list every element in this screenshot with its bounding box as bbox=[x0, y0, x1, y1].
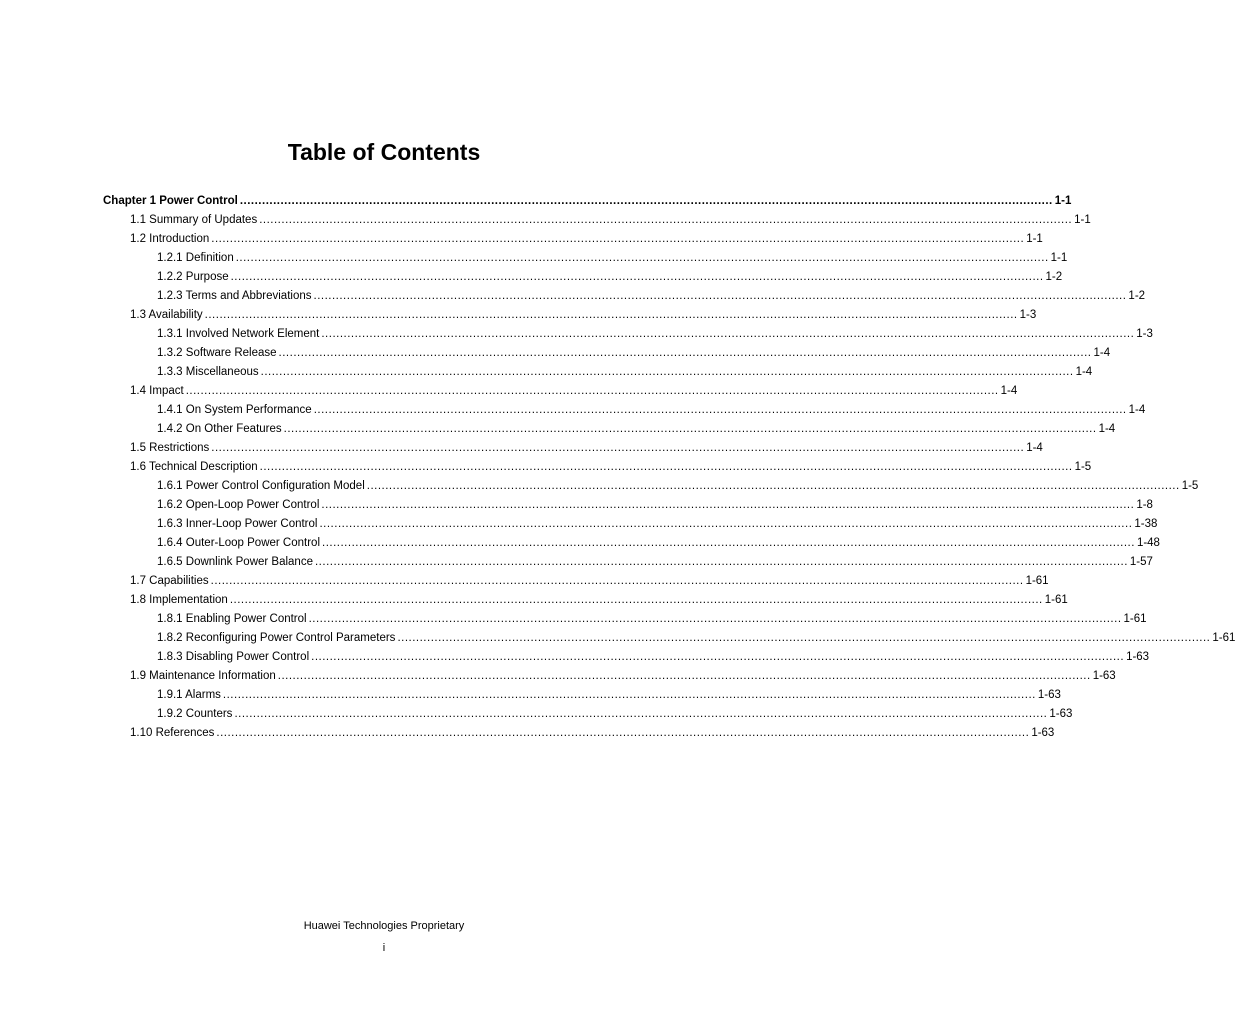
toc-entry[interactable] bbox=[103, 629, 1235, 648]
toc-entry-page-number: 1-5 bbox=[1181, 480, 1199, 492]
toc-entry-label: 1.4.1 On System Performance bbox=[157, 404, 312, 416]
toc-entry-label: 1.8.1 Enabling Power Control bbox=[157, 613, 307, 625]
toc-dot-leader: ............................................................................................................................................................................................................................ bbox=[277, 670, 1091, 682]
toc-entry[interactable] bbox=[103, 648, 1150, 667]
toc-dot-leader: ............................................................................................................................................................................................................................ bbox=[313, 290, 1127, 302]
toc-entry-label: 1.3 Availability bbox=[130, 309, 203, 321]
toc-entry-label: 1.9.2 Counters bbox=[157, 708, 233, 720]
toc-dot-leader: ............................................................................................................................................................................................................................ bbox=[239, 195, 1053, 207]
toc-entry-page-number: 1-1 bbox=[1050, 252, 1068, 264]
toc-dot-leader: ............................................................................................................................................................................................................................ bbox=[216, 727, 1030, 739]
toc-dot-leader: ............................................................................................................................................................................................................................ bbox=[204, 309, 1018, 321]
toc-dot-leader: ............................................................................................................................................................................................................................ bbox=[235, 252, 1049, 264]
toc-entry-page-number: 1-1 bbox=[1074, 214, 1091, 226]
toc-entry-label: 1.8.3 Disabling Power Control bbox=[157, 651, 310, 663]
toc-entry-label: 1.8 Implementation bbox=[130, 594, 228, 606]
toc-dot-leader: ............................................................................................................................................................................................................................ bbox=[211, 233, 1025, 245]
toc-entry-label: 1.7 Capabilities bbox=[130, 575, 209, 587]
toc-entry-page-number: 1-4 bbox=[1098, 423, 1116, 435]
toc-dot-leader: ............................................................................................................................................................................................................................ bbox=[259, 214, 1073, 226]
toc-entry-page-number: 1-2 bbox=[1128, 290, 1146, 302]
toc-entry-label: 1.9.1 Alarms bbox=[157, 689, 221, 701]
toc-entry-label: 1.3.2 Software Release bbox=[157, 347, 277, 359]
toc-entry-label: 1.8.2 Reconfiguring Power Control Parameters bbox=[157, 632, 396, 644]
toc-entry[interactable] bbox=[103, 401, 1146, 420]
toc-entry-page-number: 1-61 bbox=[1025, 575, 1049, 587]
toc-entry[interactable] bbox=[103, 515, 1158, 534]
toc-chapter-entry[interactable] bbox=[103, 192, 1072, 211]
toc-dot-leader: ............................................................................................................................................................................................................................ bbox=[229, 594, 1043, 606]
toc-entry-label: 1.6.2 Open-Loop Power Control bbox=[157, 499, 320, 511]
toc-entry-label: 1.2 Introduction bbox=[130, 233, 210, 245]
toc-dot-leader: ............................................................................................................................................................................................................................ bbox=[321, 499, 1135, 511]
toc-dot-leader: ............................................................................................................................................................................................................................ bbox=[314, 556, 1128, 568]
toc-entry-label: 1.2.3 Terms and Abbreviations bbox=[157, 290, 312, 302]
toc-entry[interactable] bbox=[103, 363, 1093, 382]
toc-entry-label: Chapter 1 Power Control bbox=[103, 195, 238, 207]
toc-dot-leader: ............................................................................................................................................................................................................................ bbox=[321, 328, 1135, 340]
toc-entry-page-number: 1-1 bbox=[1026, 233, 1043, 245]
toc-entry-page-number: 1-61 bbox=[1044, 594, 1068, 606]
toc-entry[interactable] bbox=[103, 382, 1018, 401]
toc-entry-label: 1.2.1 Definition bbox=[157, 252, 234, 264]
toc-entry-page-number: 1-63 bbox=[1037, 689, 1061, 701]
toc-dot-leader: ............................................................................................................................................................................................................................ bbox=[319, 518, 1133, 530]
toc-entry[interactable] bbox=[103, 230, 1043, 249]
toc-entry-page-number: 1-1 bbox=[1054, 195, 1072, 207]
toc-dot-leader: ............................................................................................................................................................................................................................ bbox=[322, 537, 1135, 549]
toc-entry-page-number: 1-3 bbox=[1136, 328, 1153, 340]
toc-dot-leader: ............................................................................................................................................................................................................................ bbox=[308, 613, 1122, 625]
toc-entry[interactable] bbox=[103, 591, 1068, 610]
toc-dot-leader: ............................................................................................................................................................................................................................ bbox=[230, 271, 1044, 283]
toc-dot-leader: ............................................................................................................................................................................................................................ bbox=[311, 651, 1125, 663]
toc-entry[interactable] bbox=[103, 667, 1116, 686]
toc-dot-leader: ............................................................................................................................................................................................................................ bbox=[211, 442, 1025, 454]
toc-entry[interactable] bbox=[103, 306, 1037, 325]
toc-entry-page-number: 1-61 bbox=[1212, 632, 1235, 644]
toc-entry[interactable] bbox=[103, 572, 1049, 591]
toc-entry-page-number: 1-4 bbox=[1075, 366, 1093, 378]
toc-entry-label: 1.1 Summary of Updates bbox=[130, 214, 258, 226]
toc-entry-label: 1.6 Technical Description bbox=[130, 461, 258, 473]
toc-entry[interactable] bbox=[103, 534, 1160, 553]
toc-dot-leader: ............................................................................................................................................................................................................................ bbox=[283, 423, 1097, 435]
toc-entry-page-number: 1-3 bbox=[1019, 309, 1037, 321]
toc-entry-page-number: 1-63 bbox=[1049, 708, 1073, 720]
toc-entry[interactable] bbox=[103, 458, 1092, 477]
toc-entry-page-number: 1-2 bbox=[1045, 271, 1063, 283]
toc-entry[interactable] bbox=[103, 496, 1153, 515]
footer-proprietary-text: Huawei Technologies Proprietary bbox=[303, 920, 465, 932]
toc-entry-page-number: 1-4 bbox=[1026, 442, 1043, 454]
toc-dot-leader: ............................................................................................................................................................................................................................ bbox=[366, 480, 1180, 492]
toc-entry[interactable] bbox=[103, 439, 1043, 458]
toc-entry-page-number: 1-4 bbox=[1093, 347, 1111, 359]
toc-entry-page-number: 1-8 bbox=[1136, 499, 1153, 511]
toc-entry-label: 1.6.5 Downlink Power Balance bbox=[157, 556, 313, 568]
toc-entry-page-number: 1-4 bbox=[1128, 404, 1146, 416]
toc-entry[interactable] bbox=[103, 705, 1073, 724]
toc-entry-label: 1.2.2 Purpose bbox=[157, 271, 229, 283]
toc-entry-page-number: 1-38 bbox=[1134, 518, 1158, 530]
toc-entry[interactable] bbox=[103, 287, 1146, 306]
toc-dot-leader: ............................................................................................................................................................................................................................ bbox=[313, 404, 1127, 416]
table-of-contents bbox=[103, 192, 1235, 743]
toc-dot-leader: ............................................................................................................................................................................................................................ bbox=[185, 385, 999, 397]
toc-entry[interactable] bbox=[103, 325, 1153, 344]
toc-entry-label: 1.9 Maintenance Information bbox=[130, 670, 276, 682]
toc-entry[interactable] bbox=[103, 420, 1116, 439]
toc-entry-label: 1.10 References bbox=[130, 727, 215, 739]
toc-entry-label: 1.6.1 Power Control Configuration Model bbox=[157, 480, 365, 492]
toc-dot-leader: ............................................................................................................................................................................................................................ bbox=[278, 347, 1092, 359]
toc-entry-label: 1.6.4 Outer-Loop Power Control bbox=[157, 537, 321, 549]
toc-entry-label: 1.5 Restrictions bbox=[130, 442, 210, 454]
toc-entry-page-number: 1-61 bbox=[1123, 613, 1147, 625]
toc-dot-leader: ............................................................................................................................................................................................................................ bbox=[210, 575, 1024, 587]
toc-entry-page-number: 1-63 bbox=[1126, 651, 1150, 663]
toc-dot-leader: ............................................................................................................................................................................................................................ bbox=[234, 708, 1048, 720]
toc-entry[interactable] bbox=[103, 686, 1061, 705]
toc-entry-page-number: 1-48 bbox=[1136, 537, 1160, 549]
toc-entry-label: 1.3.3 Miscellaneous bbox=[157, 366, 259, 378]
toc-entry[interactable] bbox=[103, 724, 1055, 743]
toc-entry-page-number: 1-63 bbox=[1031, 727, 1055, 739]
toc-entry-page-number: 1-5 bbox=[1074, 461, 1092, 473]
toc-entry-page-number: 1-57 bbox=[1129, 556, 1153, 568]
toc-entry-page-number: 1-4 bbox=[1000, 385, 1018, 397]
toc-entry[interactable] bbox=[103, 610, 1147, 629]
toc-dot-leader: ............................................................................................................................................................................................................................ bbox=[260, 366, 1074, 378]
page-title: Table of Contents bbox=[287, 139, 481, 165]
toc-entry-page-number: 1-63 bbox=[1092, 670, 1116, 682]
footer-page-number: i bbox=[382, 942, 386, 954]
toc-entry[interactable] bbox=[103, 553, 1153, 572]
toc-entry[interactable] bbox=[103, 268, 1063, 287]
toc-entry[interactable] bbox=[103, 249, 1068, 268]
toc-entry-label: 1.6.3 Inner-Loop Power Control bbox=[157, 518, 318, 530]
toc-entry[interactable] bbox=[103, 211, 1091, 230]
toc-entry-label: 1.4.2 On Other Features bbox=[157, 423, 282, 435]
toc-entry[interactable] bbox=[103, 477, 1199, 496]
toc-entry[interactable] bbox=[103, 344, 1111, 363]
toc-dot-leader: ............................................................................................................................................................................................................................ bbox=[397, 632, 1211, 644]
toc-entry-label: 1.3.1 Involved Network Element bbox=[157, 328, 320, 340]
toc-dot-leader: ............................................................................................................................................................................................................................ bbox=[259, 461, 1073, 473]
toc-entry-label: 1.4 Impact bbox=[130, 385, 184, 397]
toc-dot-leader: ............................................................................................................................................................................................................................ bbox=[222, 689, 1036, 701]
